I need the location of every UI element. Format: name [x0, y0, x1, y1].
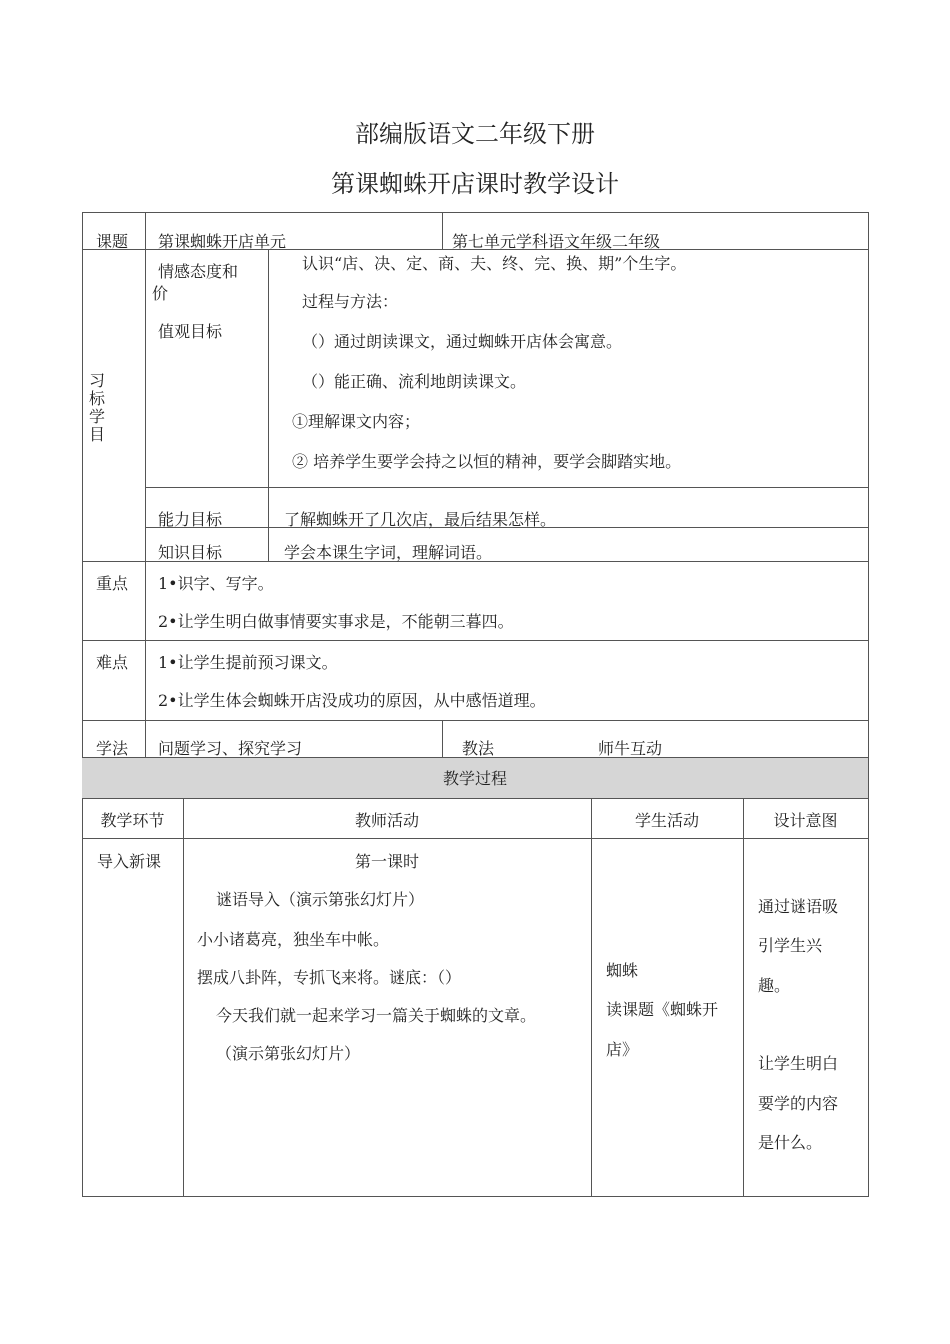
- knowledge-goal-label: 知识目标: [158, 543, 223, 562]
- intent-line: 让学生明白: [758, 1054, 839, 1073]
- document-subtitle: 第课蜘蛛开店课时教学设计: [331, 170, 619, 198]
- table-left-border: [82, 212, 83, 1197]
- study-method-label: 学法: [96, 739, 129, 758]
- student-line: 店》: [606, 1040, 639, 1059]
- study-method-value: 问题学习、探究学习: [158, 739, 303, 758]
- row-divider: [82, 798, 869, 799]
- emotion-goal-line: （）通过朗读课文，通过蜘蛛开店体会寓意。: [302, 332, 623, 351]
- row-divider: [82, 640, 869, 641]
- student-line: 蜘蛛: [606, 961, 639, 980]
- teacher-line: 谜语导入（演示第张幻灯片）: [216, 890, 425, 909]
- teacher-line: 今天我们就一起来学习一篇关于蜘蛛的文章。: [216, 1006, 537, 1025]
- row-divider: [82, 838, 869, 839]
- intent-line: 是什么。: [758, 1133, 823, 1152]
- table-right-border: [868, 212, 869, 1197]
- teacher-line: （演示第张幻灯片）: [216, 1044, 361, 1063]
- row-divider: [145, 487, 869, 488]
- col-divider: [442, 212, 443, 249]
- intent-line: 趣。: [758, 976, 791, 995]
- intent-line: 通过谜语吸: [758, 897, 839, 916]
- goals-char: 学: [88, 407, 105, 426]
- header-intent: 设计意图: [773, 811, 838, 830]
- table-bottom-border: [82, 1196, 869, 1197]
- teacher-line: 摆成八卦阵，专抓飞来将。谜底：（）: [197, 968, 462, 987]
- emotion-goal-label: 价: [152, 284, 169, 303]
- table-top-border: [82, 212, 869, 213]
- intent-line: 引学生兴: [758, 936, 823, 955]
- topic-label: 课题: [96, 232, 129, 251]
- emotion-goal-line: ② 培养学生要学会持之以恒的精神，要学会脚踏实地。: [292, 452, 682, 471]
- student-line: 读课题《蜘蛛开: [606, 1000, 719, 1019]
- unit-value: 第七单元学科语文年级二年级: [452, 232, 661, 251]
- topic-value: 第课蜘蛛开店单元: [158, 232, 287, 251]
- key-point-item: 2•让学生明白做事情要实事求是，不能朝三暮四。: [158, 612, 514, 631]
- process-title: 教学过程: [442, 769, 507, 788]
- teach-method-value: 师牛互动: [598, 739, 663, 758]
- header-section: 教学环节: [100, 811, 165, 830]
- col-divider: [145, 212, 146, 758]
- goals-char: 标: [88, 389, 105, 408]
- teach-method-label: 教法: [462, 739, 495, 758]
- col-divider: [591, 798, 592, 1197]
- goals-char: 习: [88, 371, 105, 390]
- emotion-goal-line: （）能正确、流利地朗读课文。: [302, 372, 527, 391]
- emotion-goal-line: 认识“店、决、定、商、夫、终、完、换、期”个生字。: [302, 254, 687, 273]
- ability-goal-text: 了解蜘蛛开了几次店，最后结果怎样。: [284, 510, 557, 529]
- document-title: 部编版语文二年级下册: [355, 120, 595, 148]
- emotion-goal-line: 过程与方法：: [302, 292, 399, 311]
- header-student: 学生活动: [634, 811, 699, 830]
- row-divider: [82, 720, 869, 721]
- difficulty-item: 2•让学生体会蜘蛛开店没成功的原因，从中感悟道理。: [158, 691, 546, 710]
- key-point-item: 1•识字、写字。: [158, 574, 274, 593]
- emotion-goal-label: 情感态度和: [158, 262, 239, 281]
- emotion-goal-label: 值观目标: [158, 322, 223, 341]
- knowledge-goal-text: 学会本课生字词，理解词语。: [284, 543, 493, 562]
- goals-vertical-label: [88, 372, 106, 444]
- col-divider: [442, 720, 443, 758]
- teacher-line: 小小诸葛亮，独坐车中帐。: [197, 930, 390, 949]
- emotion-goal-line: ①理解课文内容；: [292, 412, 421, 431]
- col-divider: [743, 798, 744, 1197]
- intent-line: 要学的内容: [758, 1094, 839, 1113]
- col-divider: [268, 249, 269, 561]
- key-points-label: 重点: [96, 574, 129, 593]
- header-teacher: 教师活动: [354, 811, 419, 830]
- section-name: 导入新课: [97, 852, 162, 871]
- ability-goal-label: 能力目标: [158, 510, 223, 529]
- teacher-line: 第一课时: [354, 852, 419, 871]
- goals-char: 目: [88, 425, 105, 444]
- difficulties-label: 难点: [96, 653, 129, 672]
- difficulty-item: 1•让学生提前预习课文。: [158, 653, 338, 672]
